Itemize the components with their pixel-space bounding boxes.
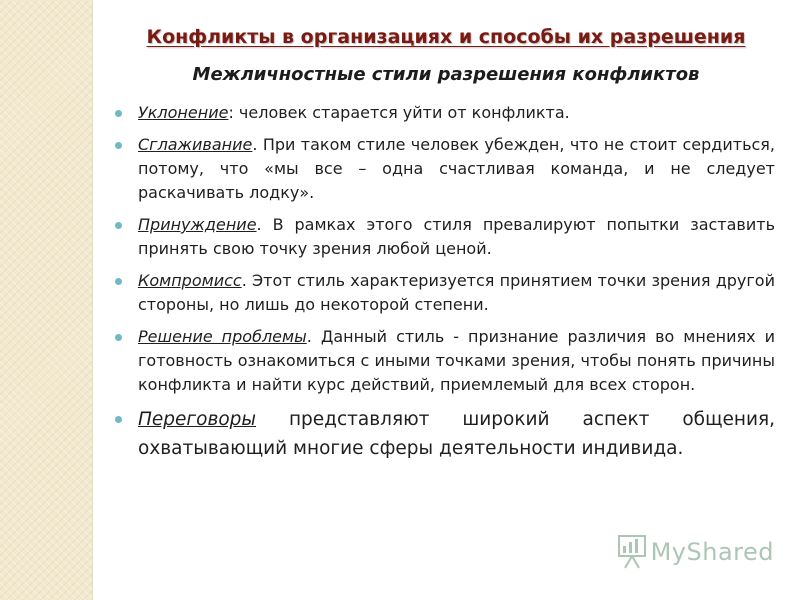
bullet-text: . Данный стиль - признание различия во мнениях и готовность ознакомиться с иными точками зрения, чтобы понять причины конфликта и найти курс действий, приемлемый для всех сторон. [138, 327, 776, 394]
bullet-text: . Этот стиль характеризуется принятием точки зрения другой стороны, но лишь до некоторой степени. [138, 271, 775, 314]
bullet-dot-icon [115, 334, 122, 341]
bullet-term: Уклонение [138, 103, 229, 122]
bullet-item-coercion [115, 213, 775, 261]
slide-title: Конфликты в организациях и способы их разрешения [146, 26, 746, 48]
bullet-text: представляют широкий аспект общения, охватывающий многие сферы деятельности индивида. [138, 409, 775, 459]
bullet-dot-icon [115, 110, 122, 117]
decorative-side-band [0, 0, 93, 600]
bullet-item-avoidance [115, 101, 775, 125]
bullet-term: Решение проблемы [138, 327, 307, 346]
watermark [617, 534, 774, 570]
bullet-item-negotiations [115, 405, 775, 463]
bullet-term: Переговоры [138, 409, 257, 430]
bullet-item-compromise [115, 269, 775, 317]
bullet-text: . В рамках этого стиля превалируют попытки заставить принять свою точку зрения любой ценой. [138, 215, 775, 258]
bullet-item-smoothing [115, 133, 775, 205]
bullet-dot-icon [115, 416, 122, 423]
watermark-text: MyShared [650, 538, 774, 566]
bullet-term: Принуждение [138, 215, 257, 234]
bullet-term: Сглаживание [138, 135, 253, 154]
bullet-list [115, 101, 775, 471]
presentation-board-icon [617, 534, 647, 570]
bullet-dot-icon [115, 142, 122, 149]
bullet-term: Компромисс [138, 271, 242, 290]
bullet-text: : человек старается уйти от конфликта. [228, 103, 570, 122]
slide-subtitle: Межличностные стили разрешения конфликтов [192, 64, 700, 85]
bullet-dot-icon [115, 278, 122, 285]
bullet-dot-icon [115, 222, 122, 229]
bullet-text: . При таком стиле человек убежден, что не стоит сердиться, потому, что «мы все – одна счастливая команда, и не следует раскачивать лодку». [138, 135, 775, 202]
bullet-item-problem-solving [115, 325, 775, 397]
